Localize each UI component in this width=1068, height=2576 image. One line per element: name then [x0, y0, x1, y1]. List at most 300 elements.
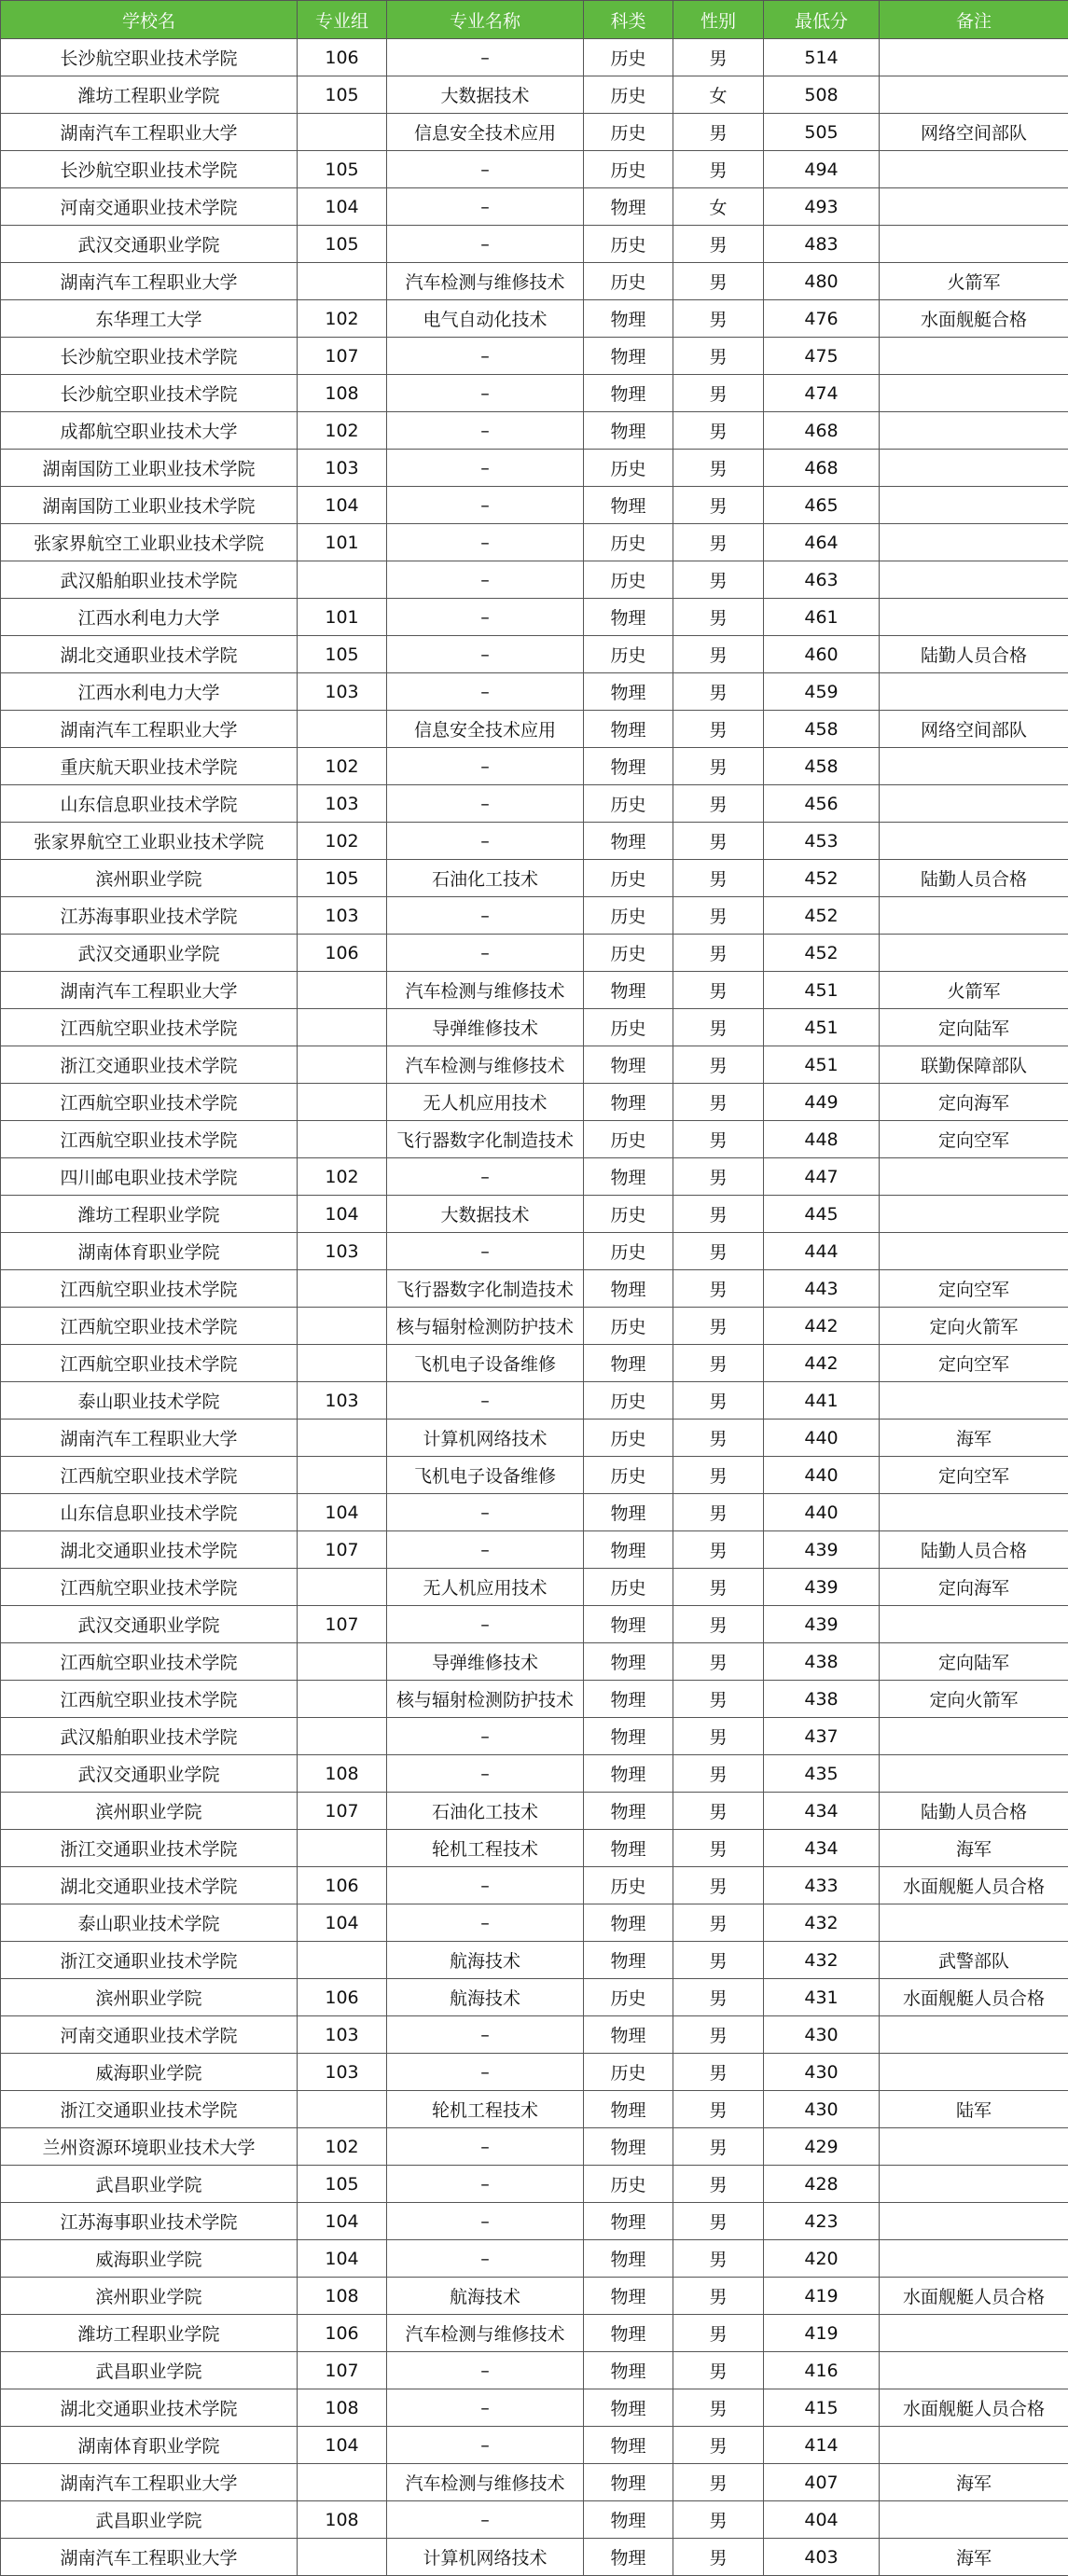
- major-group-cell: 106: [298, 2315, 387, 2352]
- remarks-cell: 海军: [880, 2539, 1068, 2576]
- min-score-cell: 508: [764, 76, 880, 114]
- min-score-cell: 452: [764, 897, 880, 935]
- gender-cell: 男: [673, 1121, 764, 1158]
- min-score-cell: 433: [764, 1867, 880, 1904]
- school-name-cell: 江西航空职业技术学院: [1, 1084, 298, 1121]
- table-row: [1, 2501, 1068, 2539]
- school-name-cell: 江西航空职业技术学院: [1, 1308, 298, 1345]
- table-row: [1, 1121, 1068, 1158]
- remarks-cell: [880, 2054, 1068, 2091]
- remarks-cell: 水面舰艇人员合格: [880, 2278, 1068, 2315]
- gender-cell: 男: [673, 2539, 764, 2576]
- major-group-cell: 106: [298, 1979, 387, 2016]
- table-row: [1, 1084, 1068, 1121]
- subject-cell: 物理: [584, 599, 673, 636]
- school-name-cell: 湖南汽车工程职业大学: [1, 972, 298, 1009]
- remarks-cell: [880, 2240, 1068, 2278]
- min-score-cell: 452: [764, 860, 880, 897]
- min-score-cell: 419: [764, 2315, 880, 2352]
- major-group-cell: 102: [298, 300, 387, 338]
- gender-cell: 男: [673, 338, 764, 375]
- min-score-cell: 420: [764, 2240, 880, 2278]
- table-row: [1, 1830, 1068, 1867]
- gender-cell: 男: [673, 1158, 764, 1196]
- school-name-cell: 湖南汽车工程职业大学: [1, 2539, 298, 2576]
- table-row: [1, 1196, 1068, 1233]
- remarks-cell: 网络空间部队: [880, 114, 1068, 151]
- table-row: [1, 226, 1068, 263]
- gender-cell: 男: [673, 897, 764, 935]
- gender-cell: 男: [673, 1457, 764, 1494]
- school-name-cell: 武昌职业学院: [1, 2352, 298, 2389]
- subject-cell: 历史: [584, 1420, 673, 1457]
- major-name-cell: –: [387, 599, 584, 636]
- gender-cell: 男: [673, 636, 764, 673]
- subject-cell: 物理: [584, 1904, 673, 1942]
- min-score-cell: 434: [764, 1793, 880, 1830]
- min-score-cell: 431: [764, 1979, 880, 2016]
- table-row: [1, 599, 1068, 636]
- major-name-cell: –: [387, 1606, 584, 1643]
- subject-cell: 历史: [584, 524, 673, 561]
- major-name-cell: 航海技术: [387, 2278, 584, 2315]
- school-name-cell: 河南交通职业技术学院: [1, 2016, 298, 2054]
- min-score-cell: 423: [764, 2203, 880, 2240]
- major-group-cell: 107: [298, 1793, 387, 1830]
- table-row: [1, 2054, 1068, 2091]
- major-name-cell: 大数据技术: [387, 76, 584, 114]
- school-name-cell: 湖南汽车工程职业大学: [1, 263, 298, 300]
- major-group-cell: [298, 1046, 387, 1084]
- major-name-cell: 石油化工技术: [387, 1793, 584, 1830]
- min-score-cell: 415: [764, 2389, 880, 2427]
- major-group-cell: 105: [298, 226, 387, 263]
- min-score-cell: 440: [764, 1494, 880, 1531]
- table-row: [1, 2166, 1068, 2203]
- gender-cell: 男: [673, 524, 764, 561]
- remarks-cell: [880, 1196, 1068, 1233]
- remarks-cell: 联勤保障部队: [880, 1046, 1068, 1084]
- subject-cell: 物理: [584, 1046, 673, 1084]
- gender-cell: 男: [673, 2352, 764, 2389]
- school-name-cell: 滨州职业学院: [1, 1979, 298, 2016]
- subject-cell: 物理: [584, 412, 673, 450]
- gender-cell: 男: [673, 2464, 764, 2501]
- table-row: [1, 2016, 1068, 2054]
- table-row: [1, 39, 1068, 76]
- major-name-cell: –: [387, 1531, 584, 1569]
- major-name-cell: 飞行器数字化制造技术: [387, 1270, 584, 1308]
- remarks-cell: [880, 524, 1068, 561]
- major-group-cell: 108: [298, 2389, 387, 2427]
- school-name-cell: 武汉交通职业学院: [1, 1755, 298, 1793]
- school-name-cell: 江西航空职业技术学院: [1, 1121, 298, 1158]
- gender-cell: 男: [673, 39, 764, 76]
- major-group-cell: 107: [298, 338, 387, 375]
- min-score-cell: 429: [764, 2128, 880, 2166]
- table-row: [1, 1755, 1068, 1793]
- major-name-cell: –: [387, 2501, 584, 2539]
- major-name-cell: –: [387, 1755, 584, 1793]
- remarks-cell: [880, 76, 1068, 114]
- table-row: [1, 487, 1068, 524]
- table-row: [1, 412, 1068, 450]
- table-row: [1, 151, 1068, 188]
- min-score-cell: 461: [764, 599, 880, 636]
- min-score-cell: 404: [764, 2501, 880, 2539]
- major-name-cell: –: [387, 935, 584, 972]
- gender-cell: 男: [673, 1979, 764, 2016]
- major-name-cell: –: [387, 2203, 584, 2240]
- subject-cell: 历史: [584, 860, 673, 897]
- gender-cell: 男: [673, 2016, 764, 2054]
- table-header-row: [1, 1, 1068, 39]
- subject-cell: 物理: [584, 1643, 673, 1681]
- remarks-cell: [880, 2166, 1068, 2203]
- subject-cell: 物理: [584, 1755, 673, 1793]
- major-name-cell: –: [387, 1867, 584, 1904]
- subject-cell: 历史: [584, 2166, 673, 2203]
- table-row: [1, 2539, 1068, 2576]
- gender-cell: 男: [673, 487, 764, 524]
- school-name-cell: 武汉交通职业学院: [1, 935, 298, 972]
- subject-cell: 物理: [584, 1793, 673, 1830]
- header-school-name: 学校名: [1, 1, 298, 39]
- remarks-cell: [880, 897, 1068, 935]
- subject-cell: 物理: [584, 2278, 673, 2315]
- subject-cell: 物理: [584, 2128, 673, 2166]
- remarks-cell: 陆军: [880, 2091, 1068, 2128]
- subject-cell: 物理: [584, 1830, 673, 1867]
- major-group-cell: 107: [298, 2352, 387, 2389]
- subject-cell: 物理: [584, 711, 673, 748]
- major-name-cell: –: [387, 2128, 584, 2166]
- remarks-cell: [880, 487, 1068, 524]
- major-name-cell: 信息安全技术应用: [387, 711, 584, 748]
- table-row: [1, 2278, 1068, 2315]
- subject-cell: 历史: [584, 114, 673, 151]
- school-name-cell: 武汉交通职业学院: [1, 226, 298, 263]
- major-group-cell: [298, 711, 387, 748]
- major-group-cell: 104: [298, 1196, 387, 1233]
- major-name-cell: 轮机工程技术: [387, 1830, 584, 1867]
- major-name-cell: –: [387, 1904, 584, 1942]
- major-group-cell: 108: [298, 2501, 387, 2539]
- remarks-cell: [880, 1233, 1068, 1270]
- major-group-cell: [298, 2091, 387, 2128]
- table-row: [1, 2427, 1068, 2464]
- subject-cell: 物理: [584, 1270, 673, 1308]
- subject-cell: 物理: [584, 748, 673, 785]
- major-group-cell: 105: [298, 860, 387, 897]
- subject-cell: 物理: [584, 188, 673, 226]
- table-row: [1, 748, 1068, 785]
- table-row: [1, 188, 1068, 226]
- school-name-cell: 江西航空职业技术学院: [1, 1345, 298, 1382]
- table-row: [1, 1046, 1068, 1084]
- table-row: [1, 114, 1068, 151]
- gender-cell: 男: [673, 1867, 764, 1904]
- major-name-cell: 电气自动化技术: [387, 300, 584, 338]
- major-name-cell: –: [387, 823, 584, 860]
- remarks-cell: 海军: [880, 2464, 1068, 2501]
- school-name-cell: 武昌职业学院: [1, 2501, 298, 2539]
- school-name-cell: 潍坊工程职业学院: [1, 2315, 298, 2352]
- table-row: [1, 1345, 1068, 1382]
- table-row: [1, 1158, 1068, 1196]
- min-score-cell: 476: [764, 300, 880, 338]
- major-group-cell: 104: [298, 2240, 387, 2278]
- subject-cell: 物理: [584, 2464, 673, 2501]
- table-row: [1, 2203, 1068, 2240]
- subject-cell: 物理: [584, 972, 673, 1009]
- major-group-cell: 103: [298, 2054, 387, 2091]
- table-row: [1, 2091, 1068, 2128]
- school-name-cell: 湖南汽车工程职业大学: [1, 711, 298, 748]
- table-row: [1, 1233, 1068, 1270]
- major-name-cell: 汽车检测与维修技术: [387, 972, 584, 1009]
- major-group-cell: [298, 1420, 387, 1457]
- min-score-cell: 493: [764, 188, 880, 226]
- gender-cell: 男: [673, 2278, 764, 2315]
- header-remarks: 备注: [880, 1, 1068, 39]
- table-row: [1, 636, 1068, 673]
- min-score-cell: 448: [764, 1121, 880, 1158]
- remarks-cell: [880, 1904, 1068, 1942]
- major-name-cell: 核与辐射检测防护技术: [387, 1308, 584, 1345]
- major-name-cell: –: [387, 450, 584, 487]
- school-name-cell: 滨州职业学院: [1, 1793, 298, 1830]
- remarks-cell: [880, 226, 1068, 263]
- gender-cell: 男: [673, 1308, 764, 1345]
- school-name-cell: 滨州职业学院: [1, 2278, 298, 2315]
- major-name-cell: –: [387, 2166, 584, 2203]
- school-name-cell: 长沙航空职业技术学院: [1, 338, 298, 375]
- min-score-cell: 494: [764, 151, 880, 188]
- major-group-cell: 105: [298, 76, 387, 114]
- gender-cell: 男: [673, 1084, 764, 1121]
- gender-cell: 男: [673, 1420, 764, 1457]
- major-name-cell: –: [387, 524, 584, 561]
- table-row: [1, 1569, 1068, 1606]
- major-name-cell: –: [387, 412, 584, 450]
- gender-cell: 女: [673, 76, 764, 114]
- major-name-cell: –: [387, 785, 584, 823]
- gender-cell: 男: [673, 1606, 764, 1643]
- min-score-cell: 451: [764, 972, 880, 1009]
- gender-cell: 男: [673, 1046, 764, 1084]
- min-score-cell: 416: [764, 2352, 880, 2389]
- table-row: [1, 972, 1068, 1009]
- table-row: [1, 2128, 1068, 2166]
- min-score-cell: 430: [764, 2054, 880, 2091]
- table-row: [1, 1494, 1068, 1531]
- major-group-cell: 102: [298, 412, 387, 450]
- major-name-cell: –: [387, 2389, 584, 2427]
- remarks-cell: [880, 2203, 1068, 2240]
- gender-cell: 男: [673, 1569, 764, 1606]
- subject-cell: 物理: [584, 2315, 673, 2352]
- min-score-cell: 445: [764, 1196, 880, 1233]
- school-name-cell: 湖南体育职业学院: [1, 2427, 298, 2464]
- school-name-cell: 张家界航空工业职业技术学院: [1, 823, 298, 860]
- min-score-cell: 438: [764, 1643, 880, 1681]
- table-row: [1, 1009, 1068, 1046]
- major-group-cell: 103: [298, 450, 387, 487]
- major-name-cell: –: [387, 487, 584, 524]
- major-name-cell: 导弹维修技术: [387, 1643, 584, 1681]
- school-name-cell: 兰州资源环境职业技术大学: [1, 2128, 298, 2166]
- table-row: [1, 561, 1068, 599]
- remarks-cell: [880, 375, 1068, 412]
- gender-cell: 男: [673, 1382, 764, 1420]
- subject-cell: 历史: [584, 76, 673, 114]
- min-score-cell: 407: [764, 2464, 880, 2501]
- remarks-cell: [880, 599, 1068, 636]
- table-row: [1, 1308, 1068, 1345]
- school-name-cell: 威海职业学院: [1, 2054, 298, 2091]
- major-name-cell: –: [387, 748, 584, 785]
- min-score-cell: 475: [764, 338, 880, 375]
- remarks-cell: 定向海军: [880, 1569, 1068, 1606]
- remarks-cell: [880, 1382, 1068, 1420]
- subject-cell: 物理: [584, 2352, 673, 2389]
- min-score-cell: 430: [764, 2091, 880, 2128]
- remarks-cell: [880, 188, 1068, 226]
- school-name-cell: 江西水利电力大学: [1, 599, 298, 636]
- subject-cell: 物理: [584, 2203, 673, 2240]
- remarks-cell: [880, 2352, 1068, 2389]
- gender-cell: 男: [673, 263, 764, 300]
- major-name-cell: 轮机工程技术: [387, 2091, 584, 2128]
- gender-cell: 男: [673, 226, 764, 263]
- subject-cell: 物理: [584, 1531, 673, 1569]
- remarks-cell: 火箭军: [880, 263, 1068, 300]
- gender-cell: 男: [673, 2166, 764, 2203]
- gender-cell: 男: [673, 2501, 764, 2539]
- major-name-cell: –: [387, 2352, 584, 2389]
- subject-cell: 历史: [584, 1979, 673, 2016]
- table-row: [1, 897, 1068, 935]
- min-score-cell: 460: [764, 636, 880, 673]
- major-name-cell: –: [387, 338, 584, 375]
- major-name-cell: –: [387, 897, 584, 935]
- min-score-cell: 447: [764, 1158, 880, 1196]
- gender-cell: 男: [673, 1270, 764, 1308]
- remarks-cell: [880, 39, 1068, 76]
- remarks-cell: [880, 338, 1068, 375]
- school-name-cell: 武昌职业学院: [1, 2166, 298, 2203]
- subject-cell: 物理: [584, 1084, 673, 1121]
- major-name-cell: 计算机网络技术: [387, 1420, 584, 1457]
- major-name-cell: –: [387, 188, 584, 226]
- school-name-cell: 江西航空职业技术学院: [1, 1643, 298, 1681]
- major-name-cell: –: [387, 636, 584, 673]
- major-group-cell: 106: [298, 1867, 387, 1904]
- subject-cell: 物理: [584, 1718, 673, 1755]
- major-group-cell: [298, 1121, 387, 1158]
- remarks-cell: 定向海军: [880, 1084, 1068, 1121]
- table-row: [1, 450, 1068, 487]
- school-name-cell: 浙江交通职业技术学院: [1, 2091, 298, 2128]
- subject-cell: 历史: [584, 1382, 673, 1420]
- school-name-cell: 湖南国防工业职业技术学院: [1, 487, 298, 524]
- subject-cell: 历史: [584, 226, 673, 263]
- major-group-cell: 104: [298, 1494, 387, 1531]
- min-score-cell: 444: [764, 1233, 880, 1270]
- major-group-cell: 102: [298, 823, 387, 860]
- major-group-cell: [298, 1718, 387, 1755]
- min-score-cell: 483: [764, 226, 880, 263]
- school-name-cell: 潍坊工程职业学院: [1, 76, 298, 114]
- major-name-cell: 飞机电子设备维修: [387, 1457, 584, 1494]
- major-name-cell: –: [387, 1158, 584, 1196]
- gender-cell: 男: [673, 1793, 764, 1830]
- school-name-cell: 浙江交通职业技术学院: [1, 1830, 298, 1867]
- gender-cell: 男: [673, 375, 764, 412]
- gender-cell: 男: [673, 711, 764, 748]
- gender-cell: 男: [673, 2240, 764, 2278]
- school-name-cell: 东华理工大学: [1, 300, 298, 338]
- table-row: [1, 1942, 1068, 1979]
- gender-cell: 男: [673, 412, 764, 450]
- school-name-cell: 潍坊工程职业学院: [1, 1196, 298, 1233]
- gender-cell: 男: [673, 1233, 764, 1270]
- major-name-cell: 航海技术: [387, 1979, 584, 2016]
- school-name-cell: 湖北交通职业技术学院: [1, 636, 298, 673]
- school-name-cell: 武汉船舶职业技术学院: [1, 1718, 298, 1755]
- subject-cell: 物理: [584, 1345, 673, 1382]
- subject-cell: 物理: [584, 1942, 673, 1979]
- subject-cell: 物理: [584, 1158, 673, 1196]
- min-score-cell: 465: [764, 487, 880, 524]
- min-score-cell: 468: [764, 412, 880, 450]
- min-score-cell: 441: [764, 1382, 880, 1420]
- table-row: [1, 1606, 1068, 1643]
- major-group-cell: [298, 114, 387, 151]
- major-name-cell: –: [387, 226, 584, 263]
- major-group-cell: [298, 561, 387, 599]
- major-name-cell: 核与辐射检测防护技术: [387, 1681, 584, 1718]
- major-group-cell: 103: [298, 897, 387, 935]
- major-group-cell: 104: [298, 487, 387, 524]
- gender-cell: 男: [673, 823, 764, 860]
- subject-cell: 物理: [584, 487, 673, 524]
- gender-cell: 男: [673, 1009, 764, 1046]
- remarks-cell: 定向火箭军: [880, 1308, 1068, 1345]
- min-score-cell: 451: [764, 1009, 880, 1046]
- header-subject: 科类: [584, 1, 673, 39]
- table-row: [1, 1718, 1068, 1755]
- school-name-cell: 湖北交通职业技术学院: [1, 1867, 298, 1904]
- subject-cell: 历史: [584, 2054, 673, 2091]
- table-row: [1, 860, 1068, 897]
- remarks-cell: [880, 673, 1068, 711]
- school-name-cell: 长沙航空职业技术学院: [1, 151, 298, 188]
- school-name-cell: 长沙航空职业技术学院: [1, 39, 298, 76]
- school-name-cell: 张家界航空工业职业技术学院: [1, 524, 298, 561]
- min-score-cell: 451: [764, 1046, 880, 1084]
- subject-cell: 历史: [584, 263, 673, 300]
- major-name-cell: –: [387, 39, 584, 76]
- major-group-cell: 107: [298, 1531, 387, 1569]
- remarks-cell: [880, 2501, 1068, 2539]
- gender-cell: 男: [673, 561, 764, 599]
- major-name-cell: –: [387, 1718, 584, 1755]
- remarks-cell: 水面舰艇人员合格: [880, 1867, 1068, 1904]
- major-group-cell: 102: [298, 1158, 387, 1196]
- school-name-cell: 浙江交通职业技术学院: [1, 1942, 298, 1979]
